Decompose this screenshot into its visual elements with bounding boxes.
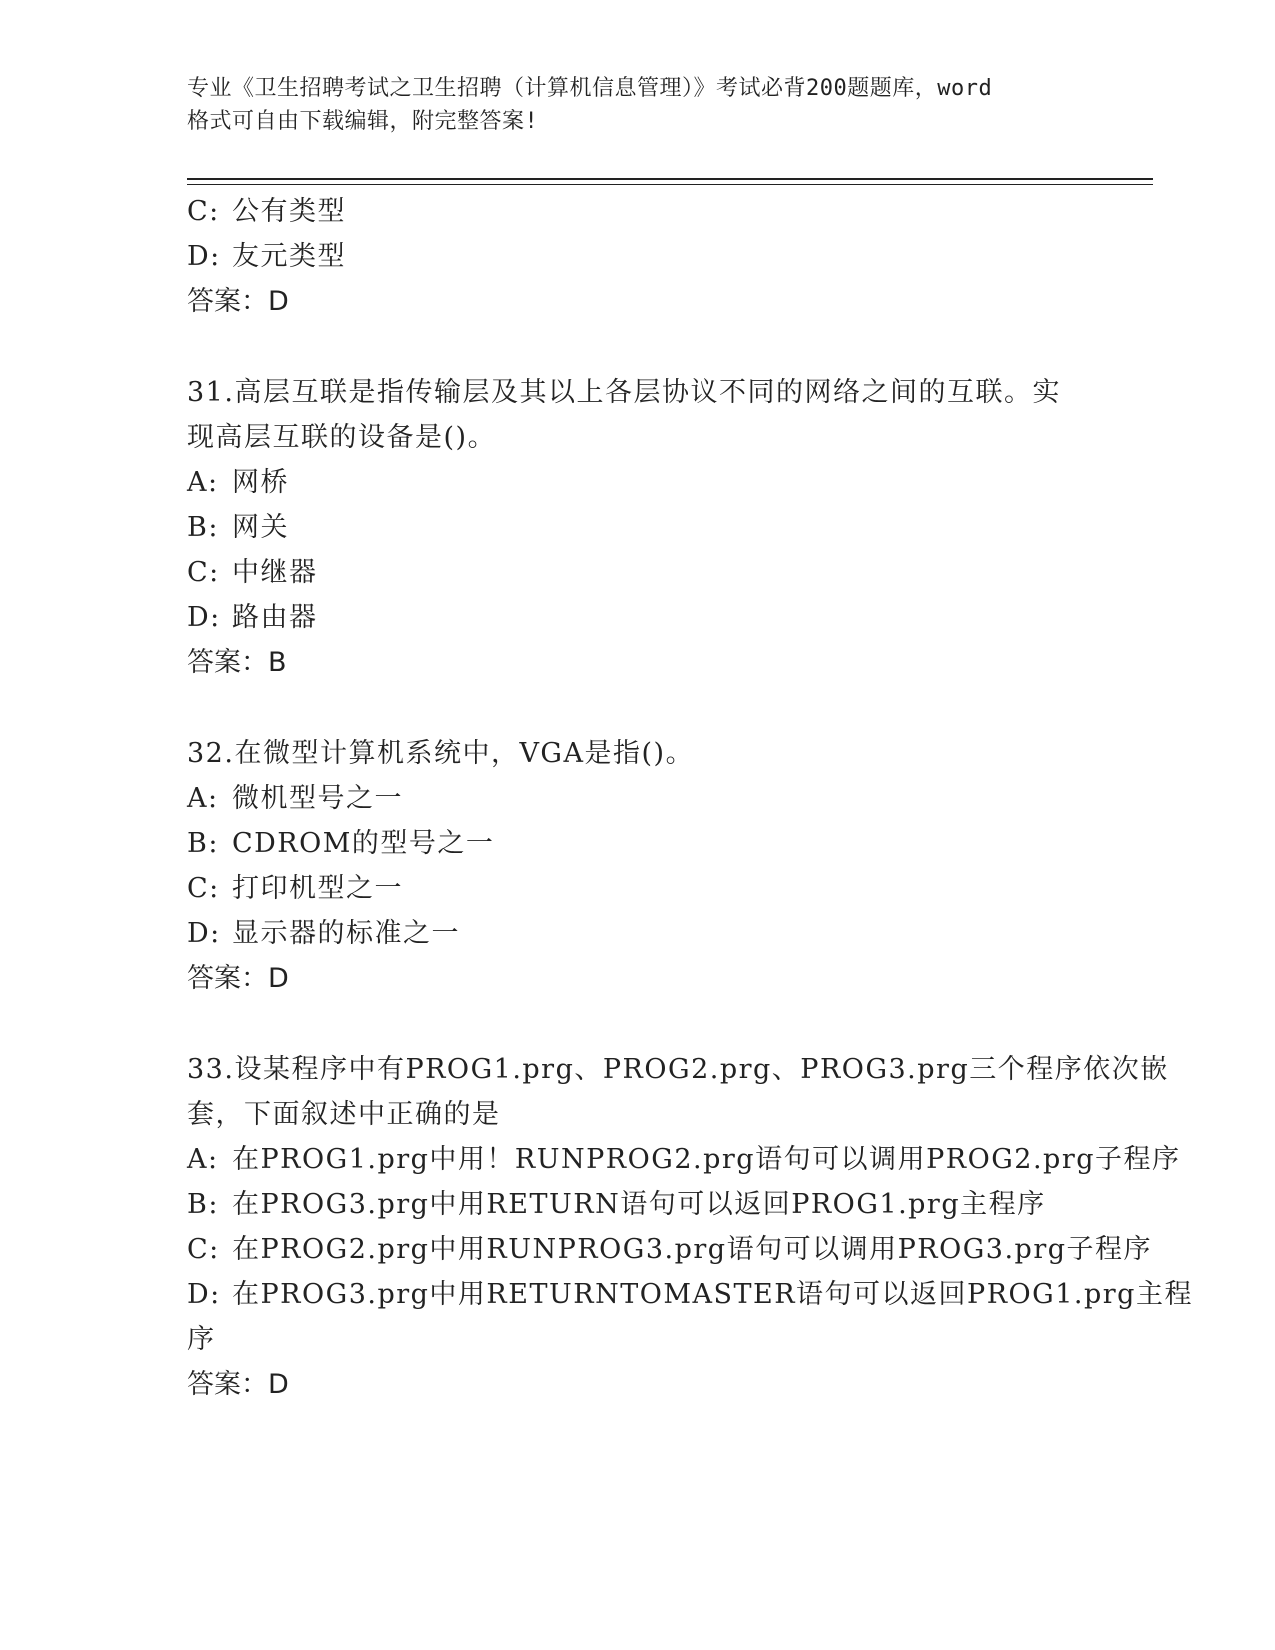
answer-line: 答案：B bbox=[187, 647, 287, 678]
question-stem-line: 现高层互联的设备是()。 bbox=[187, 422, 497, 453]
question-stem-line: 32.在微型计算机系统中，VGA是指()。 bbox=[187, 738, 695, 769]
question-31 bbox=[187, 370, 1087, 685]
option-d: D: 友元类型 bbox=[187, 241, 346, 272]
answer-line: 答案：D bbox=[187, 1369, 289, 1400]
option-b: B: 网关 bbox=[187, 512, 289, 543]
header-rule-thin bbox=[187, 184, 1153, 185]
question-stem-line: 套，下面叙述中正确的是 bbox=[187, 1099, 501, 1130]
option-b: B: CDROM的型号之一 bbox=[187, 828, 495, 859]
option-d-continuation: 序 bbox=[187, 1324, 216, 1355]
header-line-1: 专业《卫生招聘考试之卫生招聘（计算机信息管理）》考试必背200题题库，word bbox=[187, 76, 993, 101]
option-c: C: 在PROG2.prg中用RUNPROG3.prg语句可以调用PROG3.prg子程序 bbox=[187, 1234, 1153, 1265]
option-a: A: 微机型号之一 bbox=[187, 783, 403, 814]
option-c: C: 公有类型 bbox=[187, 196, 346, 227]
option-a: A: 在PROG1.prg中用！RUNPROG2.prg语句可以调用PROG2.prg子程序 bbox=[187, 1144, 1181, 1175]
option-d: D: 在PROG3.prg中用RETURNTOMASTER语句可以返回PROG1.prg主程 bbox=[187, 1279, 1193, 1310]
question-stem-line: 31.高层互联是指传输层及其以上各层协议不同的网络之间的互联。实 bbox=[187, 377, 1061, 408]
question-content bbox=[187, 189, 1193, 1407]
option-c: C: 打印机型之一 bbox=[187, 873, 403, 904]
option-a: A: 网桥 bbox=[187, 467, 289, 498]
document-header bbox=[187, 72, 1087, 138]
option-d: D: 显示器的标准之一 bbox=[187, 918, 460, 949]
header-line-2: 格式可自由下载编辑，附完整答案! bbox=[187, 109, 539, 134]
answer-line: 答案：D bbox=[187, 286, 289, 317]
header-rule-thick bbox=[187, 178, 1153, 180]
prev-question bbox=[187, 189, 1087, 324]
option-b: B: 在PROG3.prg中用RETURN语句可以返回PROG1.prg主程序 bbox=[187, 1189, 1046, 1220]
question-stem-line: 33.设某程序中有PROG1.prg、PROG2.prg、PROG3.prg三个程序依次嵌 bbox=[187, 1054, 1169, 1085]
option-c: C: 中继器 bbox=[187, 557, 318, 588]
question-32 bbox=[187, 731, 1087, 1001]
answer-line: 答案：D bbox=[187, 963, 289, 994]
question-33 bbox=[187, 1047, 1193, 1407]
option-d: D: 路由器 bbox=[187, 602, 318, 633]
